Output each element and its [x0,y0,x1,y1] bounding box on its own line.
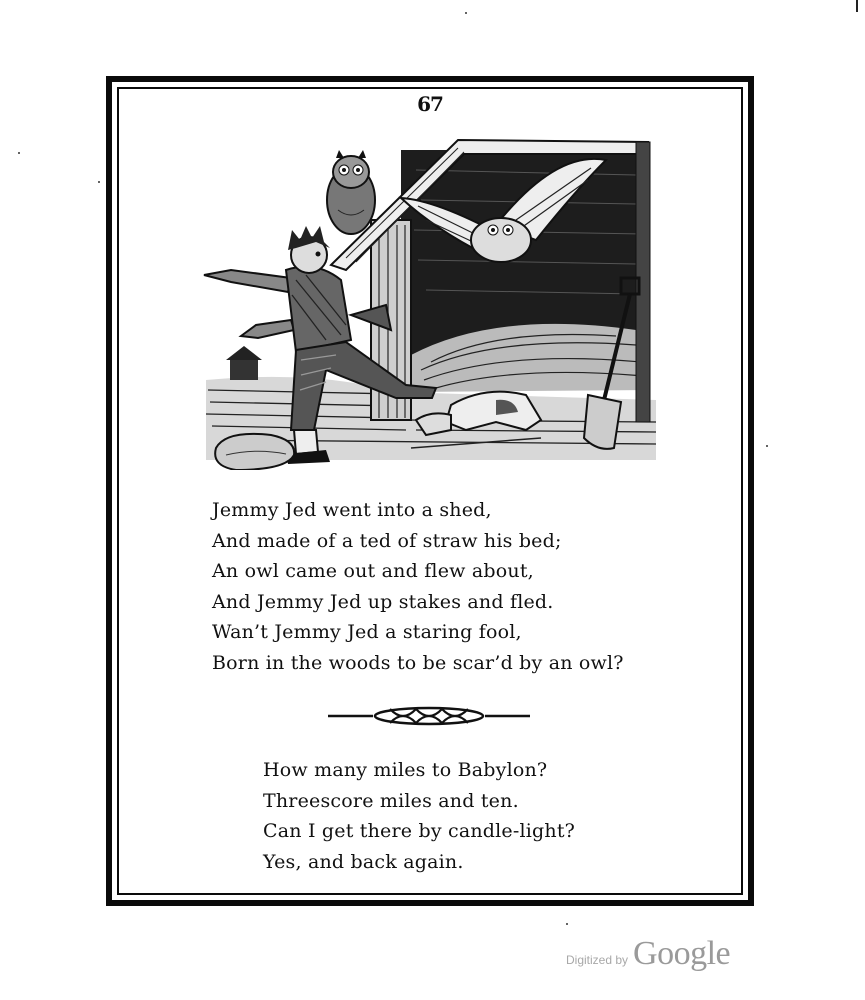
poem-line: How many miles to Babylon? [263,759,548,781]
poem-line: And Jemmy Jed up stakes and fled. [212,590,554,613]
dust-speck [566,923,568,925]
dust-speck [18,152,20,154]
poem-line: Jemmy Jed went into a shed, [212,499,492,521]
poem-line: Threescore miles and ten. [263,789,519,812]
dust-speck [766,445,768,447]
perched-owl [327,150,375,234]
stone [215,434,294,470]
poem-babylon [263,755,575,877]
poem-line: Yes, and back again. [263,850,464,873]
dust-speck [98,181,100,183]
poem-line: Born in the woods to be scar’d by an owl? [212,651,624,674]
poem-line: An owl came out and flew about, [212,560,534,582]
poem-line: Can I get there by candle-light? [263,820,576,842]
poem-line: And made of a ted of straw his bed; [212,529,562,552]
woodcut-illustration [196,130,656,470]
digitized-watermark [566,935,730,975]
page-edge-mark [856,0,858,12]
page-number: 67 [417,92,443,116]
distant-cottage [226,346,262,380]
knot-divider-icon [328,705,530,727]
dust-speck [465,12,467,14]
watermark-prefix: Digitized by [566,953,629,967]
watermark-brand: Google [633,935,731,972]
poem-line: Wan’t Jemmy Jed a staring fool, [212,621,522,643]
poem-jemmy-jed [212,495,624,678]
